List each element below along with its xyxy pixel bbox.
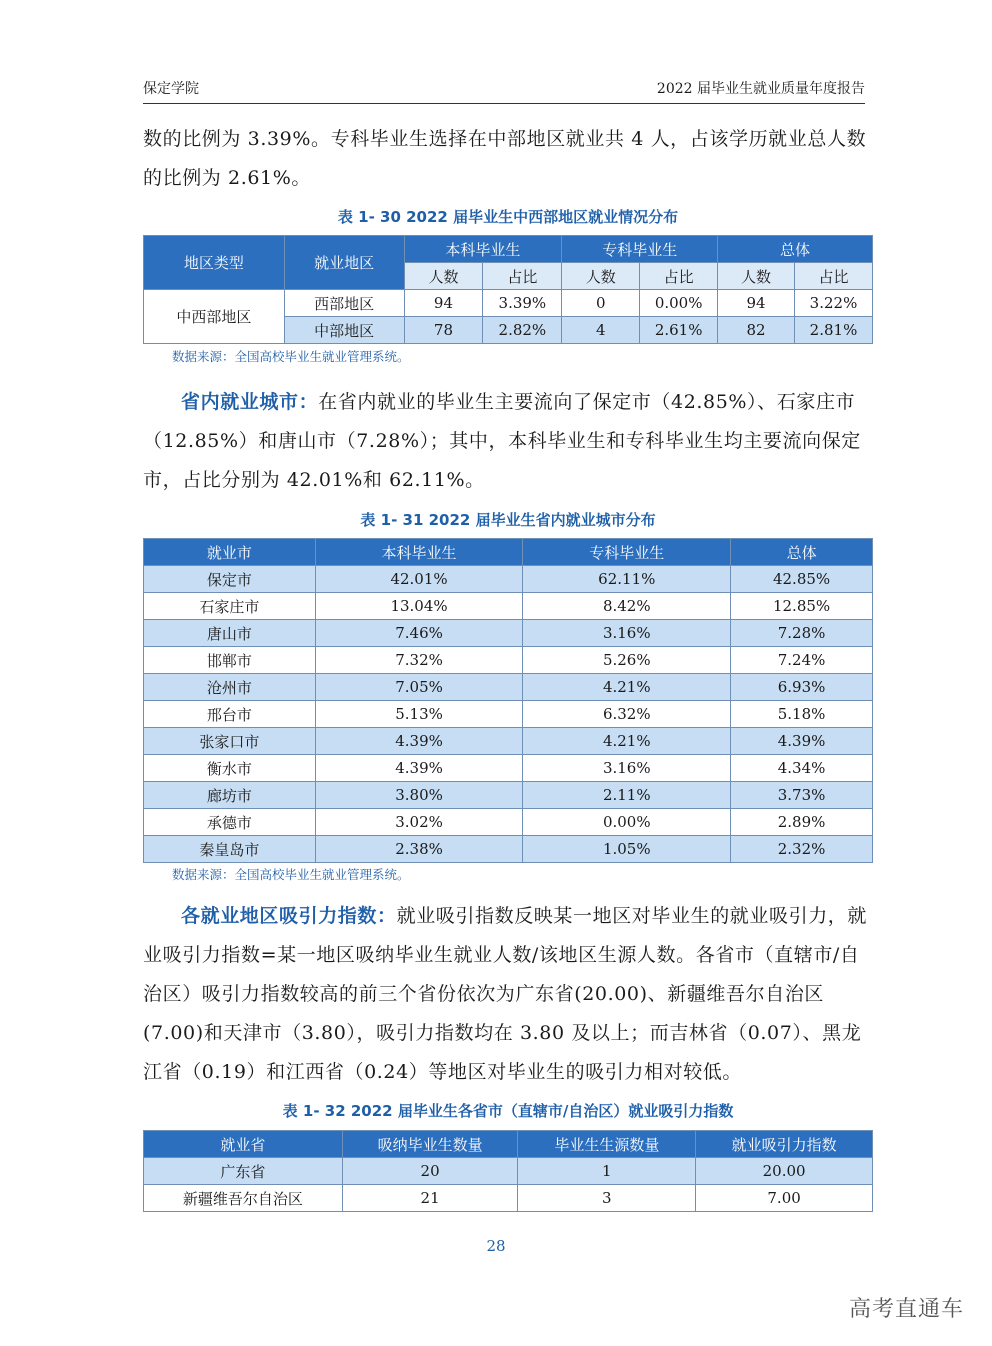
value-cell: 4.21% [523, 674, 731, 701]
row-label-cell: 沧州市 [144, 674, 316, 701]
table-32 [143, 1130, 873, 1212]
value-cell: 4.39% [315, 728, 523, 755]
col-header-index: 就业吸引力指数 [696, 1131, 873, 1158]
sub-header-count: 人数 [562, 263, 640, 290]
sub-header-ratio: 占比 [483, 263, 562, 290]
value-cell: 2.81% [795, 317, 873, 344]
table-row [144, 836, 873, 863]
table-row [144, 290, 873, 317]
page-number: 28 [486, 1237, 506, 1255]
row-label-cell: 秦皇岛市 [144, 836, 316, 863]
col-header-region: 就业地区 [284, 236, 404, 290]
value-cell: 4.39% [731, 728, 873, 755]
table-row [144, 593, 873, 620]
table-row [144, 809, 873, 836]
value-cell: 1.05% [523, 836, 731, 863]
header-divider [143, 103, 865, 104]
table-row [144, 782, 873, 809]
value-cell: 2.61% [640, 317, 718, 344]
value-cell: 94 [404, 290, 483, 317]
sub-header-count: 人数 [404, 263, 483, 290]
value-cell: 5.13% [315, 701, 523, 728]
row-label-cell: 石家庄市 [144, 593, 316, 620]
col-header-region-type: 地区类型 [144, 236, 285, 290]
col-header-absorbed: 吸纳毕业生数量 [342, 1131, 518, 1158]
sub-header-count: 人数 [718, 263, 795, 290]
col-header-source: 毕业生生源数量 [518, 1131, 696, 1158]
row-label-cell: 承德市 [144, 809, 316, 836]
table-row [144, 701, 873, 728]
value-cell: 21 [342, 1185, 518, 1212]
value-cell: 3 [518, 1185, 696, 1212]
value-cell: 7.46% [315, 620, 523, 647]
table-30 [143, 235, 873, 344]
value-cell: 3.16% [523, 755, 731, 782]
value-cell: 0.00% [523, 809, 731, 836]
value-cell: 7.00 [696, 1185, 873, 1212]
col-header-total: 总体 [718, 236, 873, 263]
value-cell: 20.00 [696, 1158, 873, 1185]
value-cell: 1 [518, 1158, 696, 1185]
value-cell: 82 [718, 317, 795, 344]
region-cell: 西部地区 [284, 290, 404, 317]
value-cell: 4.34% [731, 755, 873, 782]
value-cell: 78 [404, 317, 483, 344]
value-cell: 2.11% [523, 782, 731, 809]
row-label-cell: 广东省 [144, 1158, 343, 1185]
paragraph-1 [143, 120, 873, 198]
value-cell: 3.02% [315, 809, 523, 836]
header-school: 保定学院 [143, 81, 199, 97]
table-row [144, 728, 873, 755]
row-label-cell: 新疆维吾尔自治区 [144, 1185, 343, 1212]
value-cell: 2.38% [315, 836, 523, 863]
table-31 [143, 538, 873, 863]
col-header-college: 专科毕业生 [523, 539, 731, 566]
col-header-bachelor: 本科毕业生 [315, 539, 523, 566]
paragraph-1-text: 数的比例为 3.39%。专科毕业生选择在中部地区就业共 4 人，占该学历就业总人数的比例为 2.61%。 [143, 128, 867, 189]
table-30-source: 数据来源：全国高校毕业生就业管理系统。 [172, 349, 410, 364]
value-cell: 5.18% [731, 701, 873, 728]
paragraph-2 [143, 383, 873, 500]
table-row [144, 1185, 873, 1212]
value-cell: 8.42% [523, 593, 731, 620]
table-row [144, 674, 873, 701]
row-label-cell: 保定市 [144, 566, 316, 593]
row-label-cell: 衡水市 [144, 755, 316, 782]
value-cell: 2.32% [731, 836, 873, 863]
value-cell: 3.80% [315, 782, 523, 809]
table-32-caption: 表 1- 32 2022 届毕业生各省市（直辖市/自治区）就业吸引力指数 [282, 1102, 734, 1120]
col-header-city: 就业市 [144, 539, 316, 566]
sub-header-ratio: 占比 [795, 263, 873, 290]
value-cell: 42.01% [315, 566, 523, 593]
table-31-caption: 表 1- 31 2022 届毕业生省内就业城市分布 [360, 511, 656, 529]
table-row [144, 647, 873, 674]
table-row [144, 1158, 873, 1185]
value-cell: 94 [718, 290, 795, 317]
value-cell: 7.28% [731, 620, 873, 647]
value-cell: 2.82% [483, 317, 562, 344]
value-cell: 3.73% [731, 782, 873, 809]
value-cell: 3.39% [483, 290, 562, 317]
row-label-cell: 唐山市 [144, 620, 316, 647]
group-cell: 中西部地区 [144, 290, 285, 344]
value-cell: 12.85% [731, 593, 873, 620]
value-cell: 4 [562, 317, 640, 344]
value-cell: 4.21% [523, 728, 731, 755]
value-cell: 7.24% [731, 647, 873, 674]
value-cell: 20 [342, 1158, 518, 1185]
value-cell: 4.39% [315, 755, 523, 782]
value-cell: 13.04% [315, 593, 523, 620]
paragraph-2-lead: 省内就业城市： [181, 391, 319, 413]
value-cell: 3.22% [795, 290, 873, 317]
value-cell: 2.89% [731, 809, 873, 836]
value-cell: 62.11% [523, 566, 731, 593]
page-header [143, 78, 865, 100]
sub-header-ratio: 占比 [640, 263, 718, 290]
value-cell: 7.32% [315, 647, 523, 674]
table-row [144, 755, 873, 782]
row-label-cell: 廊坊市 [144, 782, 316, 809]
value-cell: 3.16% [523, 620, 731, 647]
row-label-cell: 张家口市 [144, 728, 316, 755]
table-30-caption: 表 1- 30 2022 届毕业生中西部地区就业情况分布 [337, 208, 679, 226]
paragraph-3-text: 就业吸引指数反映某一地区对毕业生的就业吸引力，就业吸引力指数=某一地区吸纳毕业生就业人数/该地区生源人数。各省市（直辖市/自治区）吸引力指数较高的前三个省份依次为广东省(20.00)、新疆维吾尔自治区(7.00)和天津市（3.80），吸引力指数均在 3.80 及以上；而吉林省（0.07）、黑龙江省（0.19）和江西省（0.24）等地区对毕业生的吸引力相对较低。 [143, 905, 868, 1083]
paragraph-3-lead: 各就业地区吸引力指数： [181, 905, 397, 927]
col-header-total: 总体 [731, 539, 873, 566]
value-cell: 0.00% [640, 290, 718, 317]
value-cell: 6.32% [523, 701, 731, 728]
col-header-province: 就业省 [144, 1131, 343, 1158]
row-label-cell: 邢台市 [144, 701, 316, 728]
header-report-title: 2022 届毕业生就业质量年度报告 [656, 81, 865, 97]
value-cell: 42.85% [731, 566, 873, 593]
col-header-college: 专科毕业生 [562, 236, 718, 263]
paragraph-2-text: 在省内就业的毕业生主要流向了保定市（42.85%）、石家庄市（12.85%）和唐山市（7.28%）；其中，本科毕业生和专科毕业生均主要流向保定市，占比分别为 42.01%和 62.11%。 [143, 391, 861, 491]
row-label-cell: 邯郸市 [144, 647, 316, 674]
col-header-bachelor: 本科毕业生 [404, 236, 562, 263]
table-row [144, 566, 873, 593]
value-cell: 6.93% [731, 674, 873, 701]
value-cell: 7.05% [315, 674, 523, 701]
value-cell: 5.26% [523, 647, 731, 674]
table-row [144, 620, 873, 647]
value-cell: 0 [562, 290, 640, 317]
region-cell: 中部地区 [284, 317, 404, 344]
paragraph-3 [143, 897, 873, 1092]
table-31-source: 数据来源：全国高校毕业生就业管理系统。 [172, 867, 410, 882]
watermark-logo: 高考直通车 [848, 1297, 964, 1322]
